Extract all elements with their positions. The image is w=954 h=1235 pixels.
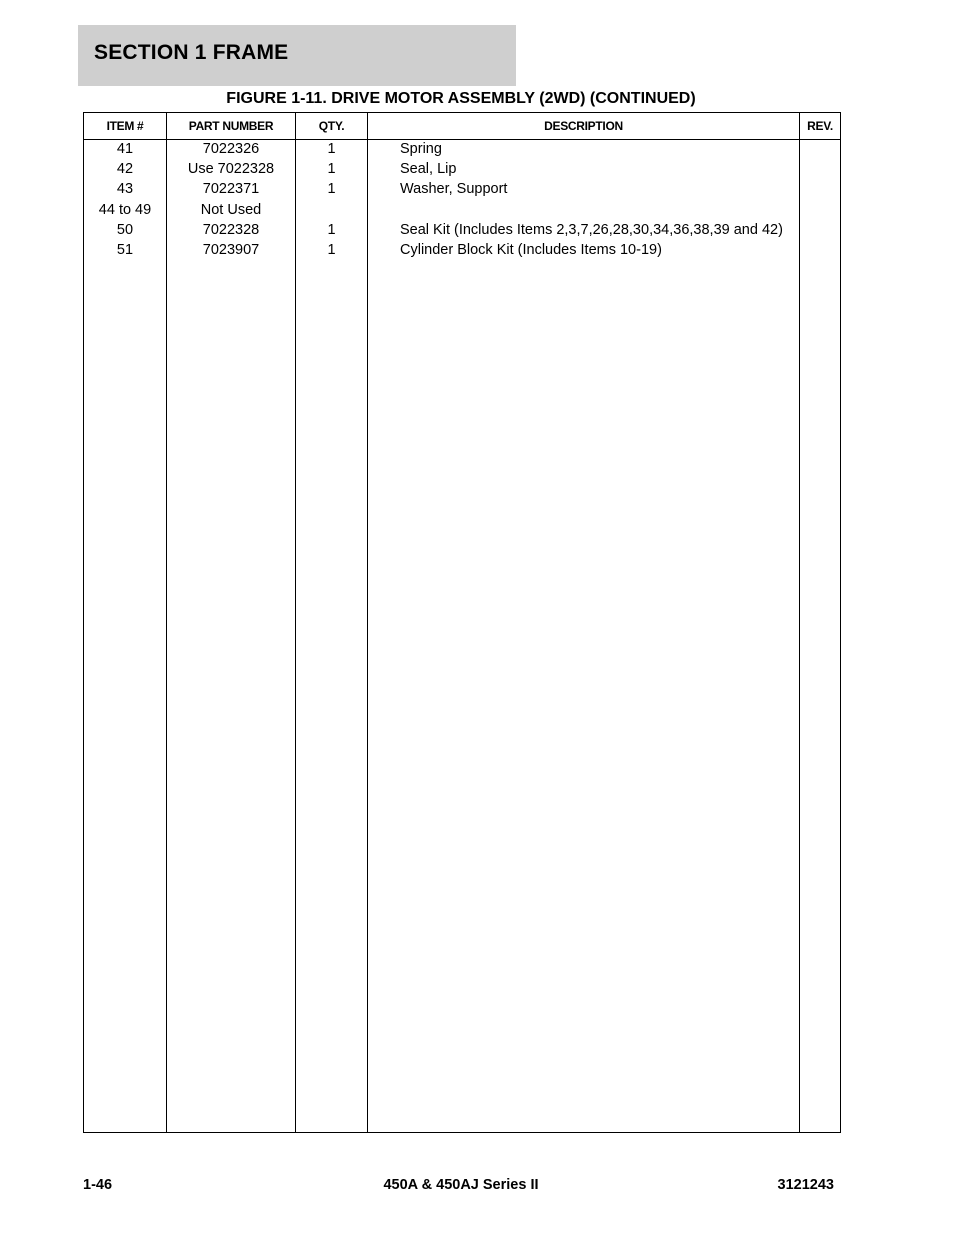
item-number: 50 bbox=[116, 221, 134, 238]
table-row bbox=[84, 161, 840, 181]
description: Seal Kit (Includes Items 2,3,7,26,28,30,34,36,38,39 and 42) bbox=[400, 221, 783, 238]
part-number: 7022326 bbox=[202, 141, 260, 157]
quantity: 1 bbox=[327, 161, 336, 178]
document-number: 3121243 bbox=[777, 1177, 834, 1193]
model-name: 450A & 450AJ Series II bbox=[383, 1177, 539, 1193]
item-number: 41 bbox=[116, 141, 134, 157]
table-row bbox=[84, 181, 840, 201]
table-row bbox=[84, 202, 840, 222]
quantity: 1 bbox=[327, 241, 336, 258]
part-number: 7023907 bbox=[202, 241, 260, 258]
header-item: ITEM # bbox=[106, 119, 144, 133]
header-rev: REV. bbox=[807, 119, 833, 133]
column-divider bbox=[295, 113, 296, 1132]
section-header-band bbox=[78, 25, 516, 86]
description: Cylinder Block Kit (Includes Items 10-19) bbox=[400, 241, 662, 258]
column-divider bbox=[799, 113, 800, 1132]
description: Washer, Support bbox=[400, 181, 508, 198]
table-row bbox=[84, 242, 840, 262]
item-number: 44 to 49 bbox=[98, 201, 152, 218]
header-part-number: PART NUMBER bbox=[188, 119, 274, 133]
quantity: 1 bbox=[327, 141, 336, 157]
header-qty: QTY. bbox=[318, 119, 345, 133]
description: Spring bbox=[400, 141, 442, 157]
column-divider bbox=[367, 113, 368, 1132]
page-number: 1-46 bbox=[83, 1177, 113, 1193]
part-number: Use 7022328 bbox=[187, 161, 275, 178]
table-row bbox=[84, 222, 840, 242]
item-number: 43 bbox=[116, 181, 134, 198]
item-number: 51 bbox=[116, 241, 134, 258]
part-number: 7022371 bbox=[202, 181, 260, 198]
part-number: 7022328 bbox=[202, 221, 260, 238]
part-number: Not Used bbox=[200, 201, 262, 218]
header-description: DESCRIPTION bbox=[544, 119, 623, 133]
table-header-row bbox=[84, 113, 840, 140]
quantity: 1 bbox=[327, 221, 336, 238]
description: Seal, Lip bbox=[400, 161, 457, 178]
quantity: 1 bbox=[327, 181, 336, 198]
item-number: 42 bbox=[116, 161, 134, 178]
parts-table bbox=[83, 112, 841, 1133]
table-row bbox=[84, 141, 840, 161]
section-title: SECTION 1 FRAME bbox=[94, 41, 289, 64]
figure-title: FIGURE 1-11. DRIVE MOTOR ASSEMBLY (2WD) (CONTINUED) bbox=[226, 90, 696, 107]
column-divider bbox=[166, 113, 167, 1132]
table-body bbox=[84, 141, 840, 262]
